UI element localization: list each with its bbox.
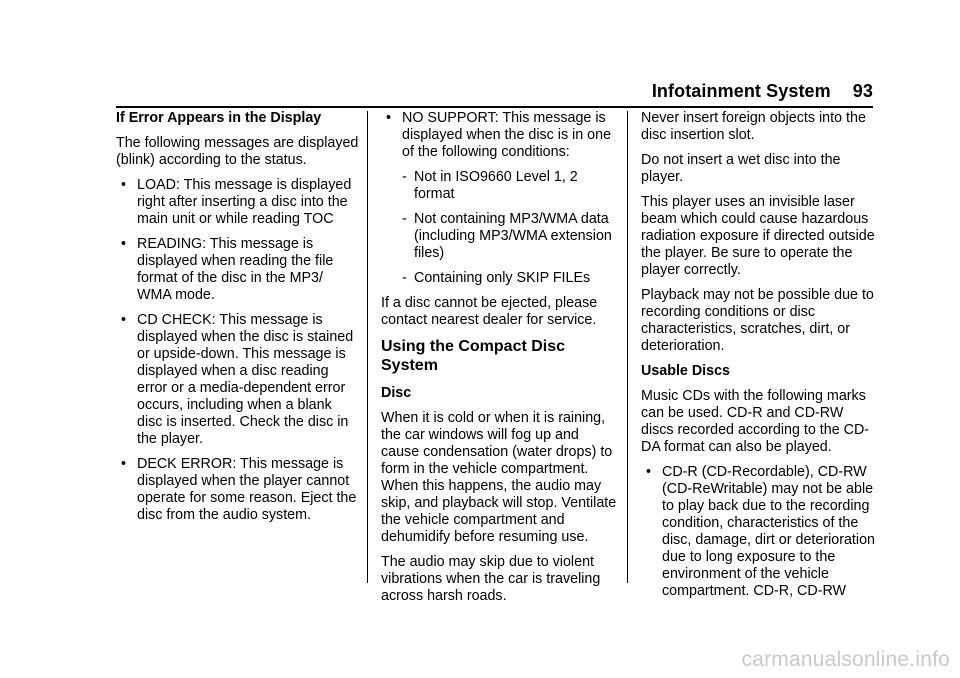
bullet-item (381, 110, 619, 161)
page-number: 93 (852, 81, 873, 101)
sub-list-text: Containing only SKIP FILEs (414, 270, 591, 286)
laser-warning-paragraph: This player uses an invisible laser beam which could cause hazardous radiation exposure if directed outside the player. Be sure to operate the player correctly. (641, 194, 875, 278)
column-divider-left (367, 111, 368, 583)
eject-note-paragraph: If a disc cannot be ejected, please contact nearest dealer for service. (381, 295, 598, 328)
foreign-objects-paragraph: Never insert foreign objects into the disc insertion slot. (641, 110, 866, 143)
bullet-item (116, 236, 360, 304)
bullet-text: CD-R (CD-Recordable), CD-RW (CD-ReWritable) may not be able to play back due to the recording condition, characteristics of the disc, damage, dirt or deterioration due to long exposure to the environment of the vehicle compartment. CD-R, CD-RW (662, 464, 875, 599)
dash-mark: - (402, 211, 407, 227)
right-column (641, 110, 877, 608)
bullet-mark: • (121, 236, 127, 252)
dash-mark: - (402, 169, 407, 185)
bullet-item (116, 177, 360, 228)
bullet-text: READING: This message is displayed when reading the file format of the disc in the MP3/ WMA mode. (137, 236, 334, 303)
sub-list-item (381, 211, 619, 262)
bullet-mark: • (121, 177, 127, 193)
sub-list-item (381, 270, 619, 287)
header-section-title: Infotainment System (651, 81, 831, 101)
sub-list-item (381, 169, 619, 203)
column-divider-right (627, 111, 628, 583)
condensation-paragraph: When it is cold or when it is raining, the car windows will fog up and cause condensation (water drops) to form in the vehicle compartment. When this happens, the audio may skip, and playback will stop. Ventilate the vehicle compartment and dehumidify before resuming use. (381, 410, 617, 545)
bullet-mark: • (386, 110, 392, 126)
bullet-text: LOAD: This message is displayed right after inserting a disc into the main unit or while reading TOC (137, 177, 352, 227)
left-column (116, 110, 360, 532)
usable-discs-intro: Music CDs with the following marks can be used. CD-R and CD-RW discs recorded according to the CD-DA format can also be played. (641, 388, 870, 455)
bullet-text: DECK ERROR: This message is displayed when the player cannot operate for some reason. Eject the disc from the audio system. (137, 456, 357, 523)
wet-disc-paragraph: Do not insert a wet disc into the player. (641, 152, 841, 185)
error-display-subheading: If Error Appears in the Display (116, 110, 322, 126)
bullet-mark: • (646, 464, 652, 480)
bullet-item (641, 464, 877, 600)
dash-mark: - (402, 270, 407, 286)
watermark-link[interactable]: carmanualsonline.info (741, 648, 950, 671)
bullet-mark: • (121, 312, 127, 328)
sub-list-text: Not containing MP3/WMA data (including MP3/WMA extension files) (414, 211, 612, 261)
section-heading: Using the Compact Disc System (381, 338, 566, 374)
bullet-mark: • (121, 456, 127, 472)
bullet-text: CD CHECK: This message is displayed when the disc is stained or upside-down. This message is displayed when a disc reading error or a media-dependent error occurs, including when a blank disc is inserted. Check the disc in the player. (137, 312, 354, 447)
usable-discs-subheading: Usable Discs (641, 363, 731, 379)
bullet-text: NO SUPPORT: This message is displayed when the disc is in one of the following conditions: (402, 110, 612, 160)
bullet-item (116, 312, 360, 448)
error-intro-paragraph: The following messages are displayed (blink) according to the status. (116, 135, 359, 168)
vibration-paragraph: The audio may skip due to violent vibrations when the car is traveling across harsh roads. (381, 554, 601, 604)
middle-column (381, 110, 619, 613)
sub-list-text: Not in ISO9660 Level 1, 2 format (414, 169, 578, 202)
running-header (652, 81, 873, 102)
header-rule (116, 106, 873, 108)
bullet-item (116, 456, 360, 524)
playback-paragraph: Playback may not be possible due to recording conditions or disc characteristics, scratches, dirt, or deterioration. (641, 287, 874, 354)
disc-subheading: Disc (381, 385, 412, 401)
